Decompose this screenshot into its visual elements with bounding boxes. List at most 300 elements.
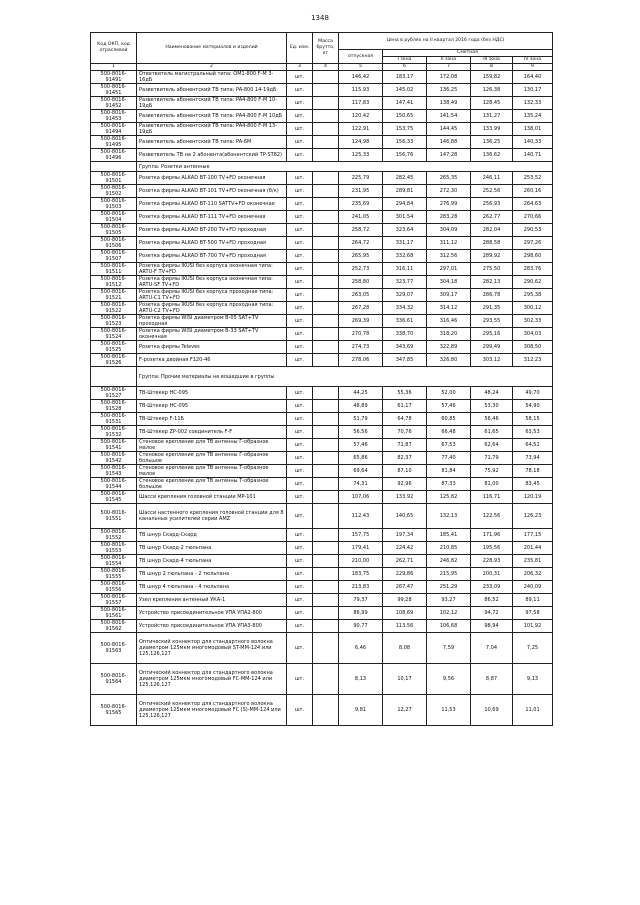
release-price-cell: 69,64 bbox=[339, 465, 383, 478]
release-price-cell: 51,79 bbox=[339, 413, 383, 426]
name-cell: Розетка фирмы WISI диаметром В-33 SAT+TV оконечная bbox=[137, 328, 287, 341]
zone4-price-cell: 235,81 bbox=[513, 555, 553, 568]
table-row bbox=[91, 172, 553, 185]
table-row bbox=[91, 452, 553, 465]
zone1-price-cell: 61,17 bbox=[383, 400, 427, 413]
name-cell: ТВ-Штекер ZP-002 соединитель F-F bbox=[137, 426, 287, 439]
zone3-price-cell: 286,78 bbox=[471, 289, 513, 302]
zone3-price-cell: 291,35 bbox=[471, 302, 513, 315]
zone4-price-cell: 89,11 bbox=[513, 594, 553, 607]
unit-cell: шт. bbox=[287, 542, 313, 555]
mass-cell bbox=[313, 211, 339, 224]
release-price-cell: 258,72 bbox=[339, 224, 383, 237]
zone4-price-cell: 58,15 bbox=[513, 413, 553, 426]
release-price-cell: 122,91 bbox=[339, 123, 383, 136]
column-number: 8 bbox=[471, 64, 513, 71]
zone4-price-cell: 298,60 bbox=[513, 250, 553, 263]
unit-cell: шт. bbox=[287, 413, 313, 426]
table-row bbox=[91, 594, 553, 607]
zone3-price-cell: 136,25 bbox=[471, 136, 513, 149]
zone4-price-cell: 164,40 bbox=[513, 71, 553, 84]
table-row bbox=[91, 633, 553, 664]
code-cell: 500-8016-91544 bbox=[91, 478, 137, 491]
release-price-cell: 8,13 bbox=[339, 664, 383, 695]
mass-cell bbox=[313, 555, 339, 568]
mass-cell bbox=[313, 439, 339, 452]
mass-cell bbox=[313, 302, 339, 315]
zone3-price-cell: 288,58 bbox=[471, 237, 513, 250]
zone1-price-cell: 347,85 bbox=[383, 354, 427, 367]
code-cell: 500-8016-91553 bbox=[91, 542, 137, 555]
table-row bbox=[91, 263, 553, 276]
unit-cell: шт. bbox=[287, 276, 313, 289]
zone3-price-cell: 116,71 bbox=[471, 491, 513, 504]
unit-cell: шт. bbox=[287, 263, 313, 276]
zone4-price-cell: 138,01 bbox=[513, 123, 553, 136]
code-cell: 500-8016-91491 bbox=[91, 71, 137, 84]
column-number: 3 bbox=[287, 64, 313, 71]
release-price-cell: 183,75 bbox=[339, 568, 383, 581]
unit-cell: шт. bbox=[287, 172, 313, 185]
zone1-price-cell: 224,42 bbox=[383, 542, 427, 555]
zone3-price-cell: 303,12 bbox=[471, 354, 513, 367]
zone2-price-cell: 304,18 bbox=[427, 276, 471, 289]
zone1-price-cell: 147,41 bbox=[383, 97, 427, 110]
page-number: 1348 bbox=[311, 14, 329, 22]
zone4-price-cell: 304,03 bbox=[513, 328, 553, 341]
zone4-price-cell: 290,62 bbox=[513, 276, 553, 289]
zone4-price-cell: 11,01 bbox=[513, 695, 553, 726]
release-price-cell: 267,28 bbox=[339, 302, 383, 315]
release-price-cell: 112,43 bbox=[339, 504, 383, 529]
zone4-price-cell: 270,66 bbox=[513, 211, 553, 224]
release-price-cell: 213,83 bbox=[339, 581, 383, 594]
unit-cell: шт. bbox=[287, 328, 313, 341]
zone3-price-cell: 10,69 bbox=[471, 695, 513, 726]
code-cell: 500-8016-91524 bbox=[91, 328, 137, 341]
code-cell: 500-8016-91564 bbox=[91, 664, 137, 695]
zone1-price-cell: 323,64 bbox=[383, 224, 427, 237]
name-cell: ТВ шнур 2 тюльпана - 2 тюльпана bbox=[137, 568, 287, 581]
code-cell: 500-8016-91507 bbox=[91, 250, 137, 263]
mass-cell bbox=[313, 136, 339, 149]
zone1-price-cell: 156,76 bbox=[383, 149, 427, 162]
unit-cell: шт. bbox=[287, 315, 313, 328]
mass-cell bbox=[313, 426, 339, 439]
mass-cell bbox=[313, 97, 339, 110]
unit-cell: шт. bbox=[287, 607, 313, 620]
zone1-price-cell: 262,71 bbox=[383, 555, 427, 568]
zone4-price-cell: 120,19 bbox=[513, 491, 553, 504]
zone2-price-cell: 66,48 bbox=[427, 426, 471, 439]
zone3-price-cell: 133,99 bbox=[471, 123, 513, 136]
release-price-cell: 124,98 bbox=[339, 136, 383, 149]
release-price-cell: 44,25 bbox=[339, 387, 383, 400]
code-cell bbox=[91, 367, 137, 387]
zone1-price-cell: 10,17 bbox=[383, 664, 427, 695]
release-price-cell: 278,06 bbox=[339, 354, 383, 367]
zone1-price-cell: 70,76 bbox=[383, 426, 427, 439]
zone3-price-cell: 299,49 bbox=[471, 341, 513, 354]
zone3-price-cell: 122,56 bbox=[471, 504, 513, 529]
table-row bbox=[91, 354, 553, 367]
zone4-price-cell: 78,18 bbox=[513, 465, 553, 478]
zone4-price-cell: 300,12 bbox=[513, 302, 553, 315]
name-cell: Оптический коннектор для стандартного волокна диаметром 125мкм многомодовый FC (S)-MM-124 или 125,126,127 bbox=[137, 695, 287, 726]
table-row bbox=[91, 400, 553, 413]
name-cell: Разветвитель абонентский ТВ типа: PA4-800 F-M 13-19дБ bbox=[137, 123, 287, 136]
unit-cell: шт. bbox=[287, 224, 313, 237]
unit-cell: шт. bbox=[287, 568, 313, 581]
zone1-price-cell: 334,32 bbox=[383, 302, 427, 315]
unit-cell: шт. bbox=[287, 439, 313, 452]
header-zone2: II зона bbox=[427, 57, 471, 64]
zone1-price-cell: 108,69 bbox=[383, 607, 427, 620]
header-zone3: III зона bbox=[471, 57, 513, 64]
unit-cell: шт. bbox=[287, 581, 313, 594]
name-cell: Розетка фирмы ALKAD BT-110 SATTV+FD оконечная bbox=[137, 198, 287, 211]
name-cell: Розетка фирмы ALKAD BT-500 TV+FD проходная bbox=[137, 237, 287, 250]
table-row bbox=[91, 149, 553, 162]
name-cell: ТВ шнур 4 тюльпана - 4 тюльпана bbox=[137, 581, 287, 594]
zone2-price-cell: 136,25 bbox=[427, 84, 471, 97]
release-price-cell: 264,72 bbox=[339, 237, 383, 250]
zone3-price-cell: 98,94 bbox=[471, 620, 513, 633]
mass-cell bbox=[313, 315, 339, 328]
unit-cell: шт. bbox=[287, 302, 313, 315]
zone2-price-cell: 322,89 bbox=[427, 341, 471, 354]
table-row bbox=[91, 328, 553, 341]
table-row bbox=[91, 250, 553, 263]
unit-cell: шт. bbox=[287, 452, 313, 465]
zone2-price-cell: 304,09 bbox=[427, 224, 471, 237]
zone1-price-cell: 113,56 bbox=[383, 620, 427, 633]
name-cell: ТВ шнур Скард-Скард bbox=[137, 529, 287, 542]
mass-cell bbox=[313, 198, 339, 211]
zone4-price-cell: 295,38 bbox=[513, 289, 553, 302]
release-price-cell: 265,95 bbox=[339, 250, 383, 263]
name-cell: Розетка фирмы IKUSI без корпуса оконечная типа: ARTU-SF TV+FD bbox=[137, 276, 287, 289]
code-cell: 500-8016-91556 bbox=[91, 581, 137, 594]
mass-cell bbox=[313, 149, 339, 162]
zone2-price-cell: 106,68 bbox=[427, 620, 471, 633]
name-cell: Стеновое крепление для ТВ антенны Т-образное большое bbox=[137, 478, 287, 491]
code-cell: 500-8016-91562 bbox=[91, 620, 137, 633]
name-cell: ТВ-Штекер F-11Б bbox=[137, 413, 287, 426]
zone4-price-cell: 264,63 bbox=[513, 198, 553, 211]
zone1-price-cell: 140,65 bbox=[383, 504, 427, 529]
table-row bbox=[91, 607, 553, 620]
release-price-cell: 56,56 bbox=[339, 426, 383, 439]
unit-cell: шт. bbox=[287, 387, 313, 400]
release-price-cell: 6,46 bbox=[339, 633, 383, 664]
release-price-cell: 117,83 bbox=[339, 97, 383, 110]
mass-cell bbox=[313, 620, 339, 633]
zone3-price-cell: 228,93 bbox=[471, 555, 513, 568]
header-code: Код ОКП, код отраслевой bbox=[91, 33, 137, 64]
unit-cell: шт. bbox=[287, 695, 313, 726]
release-price-cell: 74,31 bbox=[339, 478, 383, 491]
mass-cell bbox=[313, 452, 339, 465]
unit-cell: шт. bbox=[287, 594, 313, 607]
zone1-price-cell: 343,69 bbox=[383, 341, 427, 354]
zone2-price-cell: 318,20 bbox=[427, 328, 471, 341]
table-row bbox=[91, 664, 553, 695]
code-cell: 500-8016-91565 bbox=[91, 695, 137, 726]
unit-cell: шт. bbox=[287, 426, 313, 439]
name-cell: Розетка фирмы ALKAD BT-700 TV+FD проходная bbox=[137, 250, 287, 263]
name-cell: Оптический коннектор для стандартного волокна диаметром 125мкм многомодовый ST-MM-124 или 125,126,127 bbox=[137, 633, 287, 664]
zone1-price-cell: 153,75 bbox=[383, 123, 427, 136]
name-cell: Разветвитель ТВ на 2 абонента(абонентский TP-ST82) bbox=[137, 149, 287, 162]
unit-cell: шт. bbox=[287, 71, 313, 84]
code-cell: 500-8016-91542 bbox=[91, 452, 137, 465]
name-cell: ТВ шнур Скард-2 тюльпана bbox=[137, 542, 287, 555]
mass-cell bbox=[313, 289, 339, 302]
zone2-price-cell: 9,56 bbox=[427, 664, 471, 695]
table-row bbox=[91, 198, 553, 211]
code-cell: 500-8016-91541 bbox=[91, 439, 137, 452]
table-row bbox=[91, 224, 553, 237]
name-cell: ТВ шнур Скард-4 тюльпана bbox=[137, 555, 287, 568]
name-cell: Розетка фирмы ALKAD BT-101 TV+FD оконечная (б/к) bbox=[137, 185, 287, 198]
mass-cell bbox=[313, 224, 339, 237]
code-cell: 500-8016-91505 bbox=[91, 224, 137, 237]
code-cell: 500-8016-91502 bbox=[91, 185, 137, 198]
mass-cell bbox=[313, 529, 339, 542]
mass-cell bbox=[313, 328, 339, 341]
release-price-cell: 115,93 bbox=[339, 84, 383, 97]
code-cell: 500-8016-91453 bbox=[91, 110, 137, 123]
table-row bbox=[91, 276, 553, 289]
zone1-price-cell: 282,45 bbox=[383, 172, 427, 185]
zone1-price-cell: 92,96 bbox=[383, 478, 427, 491]
name-cell: Розетка фирмы ALKAD BT-111 TV+FD оконечная bbox=[137, 211, 287, 224]
zone2-price-cell: 125,82 bbox=[427, 491, 471, 504]
mass-cell bbox=[313, 413, 339, 426]
release-price-cell: 270,78 bbox=[339, 328, 383, 341]
table-row bbox=[91, 97, 553, 110]
zone3-price-cell: 53,30 bbox=[471, 400, 513, 413]
zone4-price-cell: 83,45 bbox=[513, 478, 553, 491]
unit-cell: шт. bbox=[287, 136, 313, 149]
zone2-price-cell: 210,85 bbox=[427, 542, 471, 555]
zone4-price-cell: 7,25 bbox=[513, 633, 553, 664]
code-cell: 500-8016-91532 bbox=[91, 426, 137, 439]
zone3-price-cell: 262,77 bbox=[471, 211, 513, 224]
code-cell: 500-8016-91521 bbox=[91, 289, 137, 302]
release-price-cell: 65,86 bbox=[339, 452, 383, 465]
zone4-price-cell: 49,70 bbox=[513, 387, 553, 400]
release-price-cell: 241,05 bbox=[339, 211, 383, 224]
code-cell: 500-8016-91526 bbox=[91, 354, 137, 367]
name-cell: Разветвитель абонентский ТВ типа: PA4-800 F-M 10-19дБ bbox=[137, 97, 287, 110]
table-row bbox=[91, 387, 553, 400]
zone3-price-cell: 8,87 bbox=[471, 664, 513, 695]
zone4-price-cell: 297,26 bbox=[513, 237, 553, 250]
unit-cell: шт. bbox=[287, 250, 313, 263]
mass-cell bbox=[313, 250, 339, 263]
release-price-cell: 120,42 bbox=[339, 110, 383, 123]
table-row bbox=[91, 237, 553, 250]
table-row bbox=[91, 110, 553, 123]
name-cell: Стеновое крепление для ТВ антенны Г-образное большое bbox=[137, 452, 287, 465]
zone1-price-cell: 197,34 bbox=[383, 529, 427, 542]
release-price-cell: 107,06 bbox=[339, 491, 383, 504]
zone1-price-cell: 133,92 bbox=[383, 491, 427, 504]
zone1-price-cell: 329,07 bbox=[383, 289, 427, 302]
zone1-price-cell: 316,11 bbox=[383, 263, 427, 276]
zone3-price-cell: 282,13 bbox=[471, 276, 513, 289]
group-row bbox=[91, 367, 553, 387]
zone4-price-cell: 9,13 bbox=[513, 664, 553, 695]
table-row bbox=[91, 185, 553, 198]
name-cell: Стеновое крепление для ТВ антенны Т-образное малое bbox=[137, 465, 287, 478]
table-row bbox=[91, 542, 553, 555]
table-row bbox=[91, 413, 553, 426]
zone4-price-cell: 253,52 bbox=[513, 172, 553, 185]
zone2-price-cell: 102,12 bbox=[427, 607, 471, 620]
mass-cell bbox=[313, 400, 339, 413]
name-cell: Розетка фирмы ALKAD BT-100 TV+FD оконечная bbox=[137, 172, 287, 185]
zone3-price-cell: 159,82 bbox=[471, 71, 513, 84]
table-row bbox=[91, 341, 553, 354]
mass-cell bbox=[313, 387, 339, 400]
zone4-price-cell: 290,53 bbox=[513, 224, 553, 237]
table-row bbox=[91, 529, 553, 542]
zone4-price-cell: 97,58 bbox=[513, 607, 553, 620]
unit-cell: шт. bbox=[287, 97, 313, 110]
code-cell: 500-8016-91501 bbox=[91, 172, 137, 185]
zone3-price-cell: 128,45 bbox=[471, 97, 513, 110]
name-cell: Оптический коннектор для стандартного волокна диаметром 125мкм многомодовый FC-MM-124 или 125,126,127 bbox=[137, 664, 287, 695]
table-row bbox=[91, 84, 553, 97]
table-row bbox=[91, 123, 553, 136]
code-cell: 500-8016-91511 bbox=[91, 263, 137, 276]
zone3-price-cell: 195,56 bbox=[471, 542, 513, 555]
zone2-price-cell: 138,49 bbox=[427, 97, 471, 110]
zone3-price-cell: 75,92 bbox=[471, 465, 513, 478]
column-number: 2 bbox=[137, 64, 287, 71]
zone4-price-cell: 140,33 bbox=[513, 136, 553, 149]
name-cell: Узел крепления антенный УКА-1 bbox=[137, 594, 287, 607]
mass-cell bbox=[313, 542, 339, 555]
unit-cell: шт. bbox=[287, 555, 313, 568]
zone4-price-cell: 63,53 bbox=[513, 426, 553, 439]
zone3-price-cell: 94,72 bbox=[471, 607, 513, 620]
zone2-price-cell: 246,82 bbox=[427, 555, 471, 568]
zone4-price-cell: 132,33 bbox=[513, 97, 553, 110]
release-price-cell: 231,95 bbox=[339, 185, 383, 198]
name-cell: Розетка фирмы WISI диаметром В-05 SAT+TV проходная bbox=[137, 315, 287, 328]
zone1-price-cell: 12,27 bbox=[383, 695, 427, 726]
header-zone4: IV зона bbox=[513, 57, 553, 64]
unit-cell: шт. bbox=[287, 198, 313, 211]
mass-cell bbox=[313, 263, 339, 276]
zone3-price-cell: 289,92 bbox=[471, 250, 513, 263]
code-cell: 500-8016-91504 bbox=[91, 211, 137, 224]
header-release: отпускная bbox=[339, 50, 383, 64]
zone4-price-cell: 206,32 bbox=[513, 568, 553, 581]
release-price-cell: 258,80 bbox=[339, 276, 383, 289]
release-price-cell: 125,33 bbox=[339, 149, 383, 162]
zone1-price-cell: 338,70 bbox=[383, 328, 427, 341]
name-cell: ТВ-Штекер HC-095 bbox=[137, 387, 287, 400]
unit-cell: шт. bbox=[287, 211, 313, 224]
group-row bbox=[91, 162, 553, 172]
unit-cell: шт. bbox=[287, 185, 313, 198]
unit-cell: шт. bbox=[287, 289, 313, 302]
zone2-price-cell: 144,45 bbox=[427, 123, 471, 136]
zone1-price-cell: 87,10 bbox=[383, 465, 427, 478]
mass-cell bbox=[313, 84, 339, 97]
zone2-price-cell: 314,12 bbox=[427, 302, 471, 315]
zone3-price-cell: 81,00 bbox=[471, 478, 513, 491]
release-price-cell: 179,41 bbox=[339, 542, 383, 555]
zone3-price-cell: 7,04 bbox=[471, 633, 513, 664]
release-price-cell: 235,69 bbox=[339, 198, 383, 211]
zone2-price-cell: 172,08 bbox=[427, 71, 471, 84]
zone2-price-cell: 283,28 bbox=[427, 211, 471, 224]
code-cell: 500-8016-91528 bbox=[91, 400, 137, 413]
zone2-price-cell: 57,46 bbox=[427, 400, 471, 413]
table-row bbox=[91, 581, 553, 594]
code-cell: 500-8016-91494 bbox=[91, 123, 137, 136]
zone2-price-cell: 93,27 bbox=[427, 594, 471, 607]
table-row bbox=[91, 211, 553, 224]
release-price-cell: 86,99 bbox=[339, 607, 383, 620]
zone4-price-cell: 140,71 bbox=[513, 149, 553, 162]
header-unit: Ед. изм. bbox=[287, 33, 313, 64]
zone2-price-cell: 326,80 bbox=[427, 354, 471, 367]
table-row bbox=[91, 491, 553, 504]
zone1-price-cell: 294,84 bbox=[383, 198, 427, 211]
mass-cell bbox=[313, 607, 339, 620]
column-number: 4 bbox=[313, 64, 339, 71]
unit-cell: шт. bbox=[287, 664, 313, 695]
zone2-price-cell: 132,13 bbox=[427, 504, 471, 529]
zone1-price-cell: 150,65 bbox=[383, 110, 427, 123]
zone4-price-cell: 54,90 bbox=[513, 400, 553, 413]
zone2-price-cell: 297,01 bbox=[427, 263, 471, 276]
mass-cell bbox=[313, 354, 339, 367]
code-cell: 500-8016-91522 bbox=[91, 302, 137, 315]
table-row bbox=[91, 315, 553, 328]
zone2-price-cell: 141,54 bbox=[427, 110, 471, 123]
name-cell: Устройство присоединительное УПА УПА3-800 bbox=[137, 620, 287, 633]
unit-cell: шт. bbox=[287, 110, 313, 123]
zone3-price-cell: 62,64 bbox=[471, 439, 513, 452]
column-numbers-row bbox=[91, 64, 553, 71]
table-row bbox=[91, 136, 553, 149]
zone2-price-cell: 147,28 bbox=[427, 149, 471, 162]
code-cell: 500-8016-91496 bbox=[91, 149, 137, 162]
unit-cell: шт. bbox=[287, 341, 313, 354]
zone3-price-cell: 126,38 bbox=[471, 84, 513, 97]
zone3-price-cell: 136,62 bbox=[471, 149, 513, 162]
table-row bbox=[91, 620, 553, 633]
zone2-price-cell: 312,56 bbox=[427, 250, 471, 263]
zone2-price-cell: 81,84 bbox=[427, 465, 471, 478]
zone1-price-cell: 323,77 bbox=[383, 276, 427, 289]
code-cell: 500-8016-91523 bbox=[91, 315, 137, 328]
zone3-price-cell: 171,96 bbox=[471, 529, 513, 542]
code-cell: 500-8016-91506 bbox=[91, 237, 137, 250]
code-cell: 500-8016-91543 bbox=[91, 465, 137, 478]
name-cell: Розетка фирмы Televes bbox=[137, 341, 287, 354]
code-cell: 500-8016-91563 bbox=[91, 633, 137, 664]
zone4-price-cell: 260,16 bbox=[513, 185, 553, 198]
